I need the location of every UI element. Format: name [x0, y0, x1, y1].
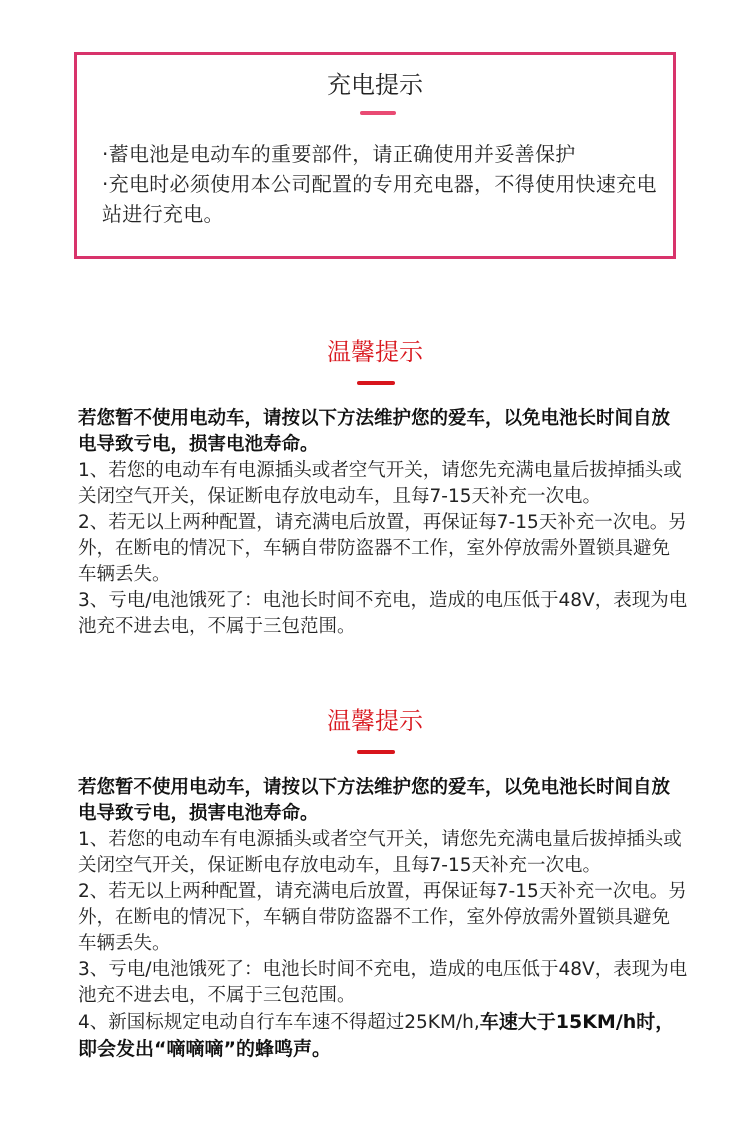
warm-tips-section: [0, 705, 750, 1105]
warm-tip-item: 3、亏电/电池饿死了：电池长时间不充电，造成的电压低于48V，表现为电池充不进去电，不属于三包范围。: [78, 590, 688, 637]
warm-tips-title: 温馨提示: [327, 338, 423, 366]
warm-tip-item-emphasis: 车速大于15KM/h时，即会发出“嘀嘀嘀”的蜂鸣声。: [78, 1011, 675, 1060]
warm-tips-body: [78, 775, 688, 1063]
warm-tip-item: 1、若您的电动车有电源插头或者空气开关，请您先充满电量后拔掉插头或关闭空气开关，保证断电存放电动车，且每7-15天补充一次电。: [78, 460, 682, 507]
title-underline: [357, 750, 395, 754]
warm-tips-title: 温馨提示: [327, 707, 423, 735]
warm-tip-item: [78, 1009, 688, 1063]
charging-tips-title: 充电提示: [327, 71, 423, 99]
warm-tips-intro: 若您暂不使用电动车，请按以下方法维护您的爱车，以免电池长时间自放电导致亏电，损害电池寿命。: [78, 408, 671, 455]
warm-tips-section: [0, 336, 750, 666]
warm-tip-item-text: 4、新国标规定电动自行车车速不得超过25KM/h,: [78, 1012, 480, 1033]
warm-tip-item: 2、若无以上两种配置，请充满电后放置，再保证每7-15天补充一次电。另外，在断电的情况下，车辆自带防盗器不工作，室外停放需外置锁具避免车辆丢失。: [78, 512, 687, 585]
charging-tip-item: ·充电时必须使用本公司配置的专用充电器，不得使用快速充电站进行充电。: [102, 172, 657, 226]
warm-tip-item: 1、若您的电动车有电源插头或者空气开关，请您先充满电量后拔掉插头或关闭空气开关，保证断电存放电动车，且每7-15天补充一次电。: [78, 829, 682, 876]
warm-tips-intro: 若您暂不使用电动车，请按以下方法维护您的爱车，以免电池长时间自放电导致亏电，损害电池寿命。: [78, 777, 671, 824]
warm-tips-body: [78, 406, 688, 640]
charging-tips-box: [74, 52, 676, 259]
warm-tip-item: 3、亏电/电池饿死了：电池长时间不充电，造成的电压低于48V，表现为电池充不进去电，不属于三包范围。: [78, 959, 688, 1006]
charging-tips-list: [102, 139, 662, 229]
charging-tip-item: ·蓄电池是电动车的重要部件，请正确使用并妥善保护: [102, 142, 576, 166]
title-underline: [360, 111, 396, 115]
warm-tip-item: 2、若无以上两种配置，请充满电后放置，再保证每7-15天补充一次电。另外，在断电的情况下，车辆自带防盗器不工作，室外停放需外置锁具避免车辆丢失。: [78, 881, 687, 954]
title-underline: [357, 381, 395, 385]
